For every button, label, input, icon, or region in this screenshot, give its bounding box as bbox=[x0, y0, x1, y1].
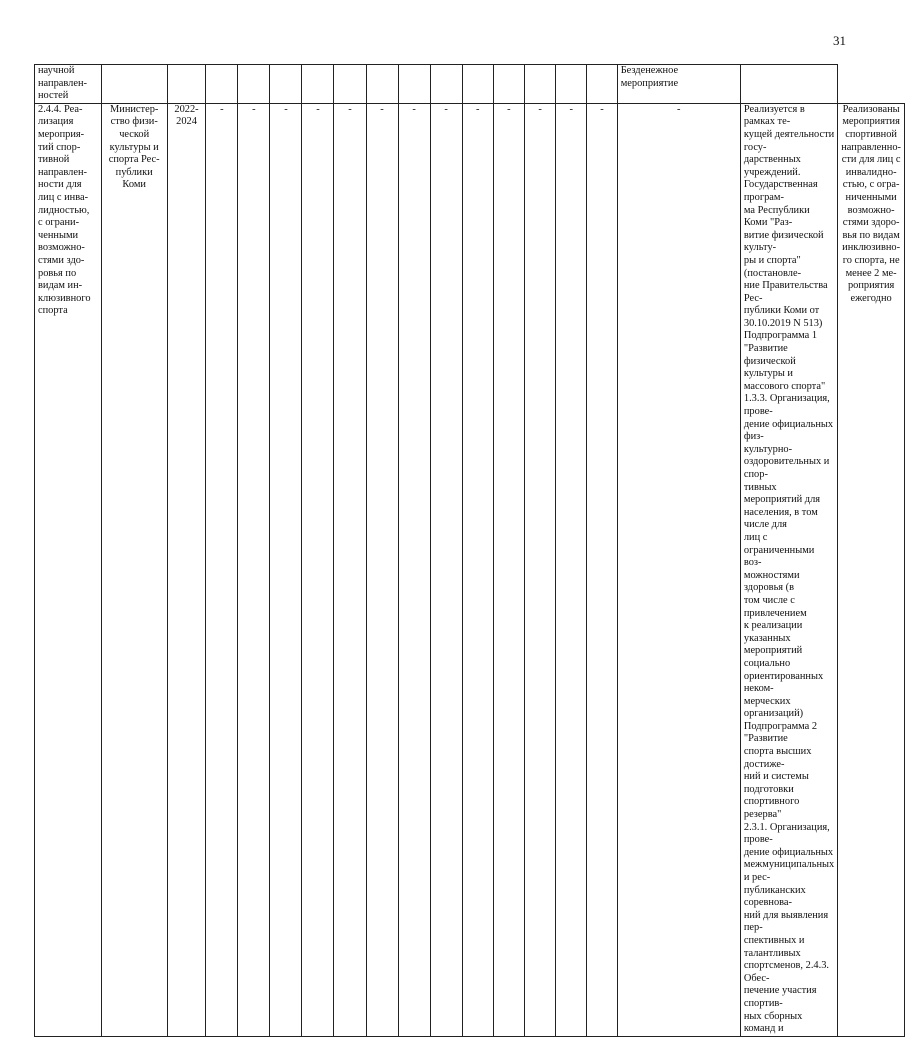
cell-line: сти для лиц с bbox=[841, 154, 901, 166]
cell-line: направлен- bbox=[38, 166, 87, 178]
cell-line: спортивной bbox=[845, 128, 897, 140]
cell-line: массового спорта" bbox=[743, 380, 826, 392]
cell-line: 2024 bbox=[176, 116, 197, 128]
funding-cell: - bbox=[334, 103, 366, 1036]
funding-cell: - bbox=[270, 103, 302, 1036]
cell-line: дение официальных bbox=[743, 846, 834, 858]
cell-line: Реализуется в рамках те- bbox=[743, 103, 805, 128]
cell-line: возможно- bbox=[847, 204, 895, 216]
cell-line: ченными bbox=[38, 229, 79, 241]
cell-line: спортивного резерва" bbox=[743, 796, 800, 821]
empty-cell bbox=[587, 65, 617, 104]
cell-line: оздоровительных и спор- bbox=[743, 456, 830, 480]
funding-cell: - bbox=[206, 103, 238, 1036]
measure-name-cell bbox=[35, 103, 102, 1036]
cell-line: витие физической культу- bbox=[743, 229, 824, 254]
cell-line: Государственная програм- bbox=[743, 179, 818, 203]
empty-cell bbox=[238, 65, 270, 104]
cell-line: дарственных учреждений. bbox=[743, 154, 801, 178]
table-row bbox=[35, 65, 905, 104]
cell-line: менее 2 ме- bbox=[845, 267, 897, 279]
measure-name-cell bbox=[35, 65, 102, 104]
cell-line: ежегодно bbox=[850, 292, 892, 304]
cell-line: ческой bbox=[119, 128, 150, 140]
empty-cell bbox=[493, 65, 524, 104]
cell-line: 2022- bbox=[174, 103, 199, 115]
empty-cell bbox=[740, 65, 837, 104]
empty-cell bbox=[167, 65, 206, 104]
cell-line: ности для bbox=[38, 179, 82, 191]
empty-cell bbox=[101, 65, 167, 104]
cell-line: ных сборных команд и bbox=[743, 1010, 803, 1035]
cell-line: инвалидно- bbox=[845, 166, 897, 178]
cell-line: ориентированных неком- bbox=[743, 670, 824, 695]
cell-line: 30.10.2019 N 513) bbox=[743, 317, 823, 329]
cell-line: стями здо- bbox=[38, 254, 85, 266]
cell-line: культурно- bbox=[743, 443, 793, 455]
expected-result-cell bbox=[838, 103, 905, 1036]
cell-line: ровья по bbox=[38, 267, 77, 279]
cell-line: Подпрограмма 1 "Развитие bbox=[743, 330, 818, 355]
cell-line: ство физи- bbox=[110, 116, 158, 128]
cell-line: ний для выявления пер- bbox=[743, 909, 829, 934]
cell-line: дение официальных физ- bbox=[743, 418, 834, 443]
cell-line: 2.4.4. Реа- bbox=[38, 103, 83, 115]
executor-cell bbox=[101, 103, 167, 1036]
funding-note-cell: Безденежное мероприятие bbox=[617, 65, 740, 104]
empty-cell bbox=[366, 65, 398, 104]
cell-line: вья по видам bbox=[842, 229, 900, 241]
cell-line: лиц с инва- bbox=[38, 191, 89, 203]
funding-cell: - bbox=[556, 103, 587, 1036]
cell-line: к реализации указанных bbox=[743, 620, 803, 644]
cell-line: межмуниципальных и рес- bbox=[743, 859, 835, 883]
empty-cell bbox=[206, 65, 238, 104]
cell-line: спорта bbox=[38, 305, 68, 317]
empty-cell bbox=[430, 65, 462, 104]
cell-line: том числе с привлечением bbox=[743, 594, 807, 619]
cell-line: инклюзивно- bbox=[842, 242, 901, 254]
cell-line: роприятия bbox=[847, 280, 895, 292]
cell-line: тивной bbox=[38, 154, 70, 166]
cell-line: ний и системы подготовки bbox=[743, 771, 809, 795]
funding-cell: - bbox=[398, 103, 430, 1036]
funding-cell: - bbox=[524, 103, 555, 1036]
cell-line: спорта Рес- bbox=[108, 154, 160, 166]
cell-line: мерческих организаций) bbox=[743, 695, 804, 720]
funding-cell: - bbox=[587, 103, 617, 1036]
table-row bbox=[35, 103, 905, 1036]
cell-line: печение участия спортив- bbox=[743, 985, 817, 1009]
empty-cell bbox=[398, 65, 430, 104]
cell-line: ма Республики Коми "Раз- bbox=[743, 204, 810, 229]
cell-line: публиканских соревнова- bbox=[743, 884, 806, 909]
cell-line: направленно- bbox=[841, 141, 901, 153]
cell-line: можностями здоровья (в bbox=[743, 569, 800, 594]
cell-line: спективных и талантливых bbox=[743, 934, 805, 959]
funding-cell: - bbox=[366, 103, 398, 1036]
measures-table bbox=[34, 64, 905, 1037]
cell-line: кущей деятельности госу- bbox=[743, 128, 835, 153]
funding-cell: - bbox=[430, 103, 462, 1036]
cell-line: ры и спорта" (постановле- bbox=[743, 254, 802, 279]
cell-line: лидностью, bbox=[38, 204, 90, 216]
cell-line: ностей bbox=[38, 90, 69, 102]
cell-line: населения, в том числе для bbox=[743, 506, 818, 531]
empty-cell bbox=[334, 65, 366, 104]
program-reference-cell bbox=[740, 103, 837, 1036]
period-cell bbox=[167, 103, 206, 1036]
funding-cell: - bbox=[617, 103, 740, 1036]
cell-line: клюзивного bbox=[38, 292, 91, 304]
cell-line: мероприятий социально bbox=[743, 645, 803, 669]
cell-line: Министер- bbox=[110, 103, 159, 115]
cell-line: научной bbox=[38, 65, 75, 76]
cell-line: видам ин- bbox=[38, 280, 83, 292]
funding-cell: - bbox=[238, 103, 270, 1036]
cell-line: лиц с ограниченными воз- bbox=[743, 531, 815, 569]
cell-line: с ограни- bbox=[38, 217, 80, 229]
cell-line: Подпрограмма 2 "Развитие bbox=[743, 720, 818, 745]
empty-cell bbox=[302, 65, 334, 104]
funding-cell: - bbox=[493, 103, 524, 1036]
empty-cell bbox=[462, 65, 493, 104]
empty-cell bbox=[524, 65, 555, 104]
empty-cell bbox=[556, 65, 587, 104]
cell-line: стью, с огра- bbox=[842, 179, 900, 191]
cell-line: Реализованы bbox=[842, 103, 900, 115]
empty-cell bbox=[270, 65, 302, 104]
funding-cell: - bbox=[302, 103, 334, 1036]
cell-line: 1.3.3. Организация, прове- bbox=[743, 393, 830, 418]
cell-line: направлен- bbox=[38, 77, 87, 89]
cell-line: го спорта, не bbox=[842, 254, 900, 266]
cell-line: культуры и bbox=[109, 141, 159, 153]
cell-line: публики Коми от bbox=[743, 305, 820, 317]
cell-line: стями здоро- bbox=[842, 217, 900, 229]
cell-line: 2.3.1. Организация, прове- bbox=[743, 821, 830, 846]
cell-line: лизация bbox=[38, 116, 74, 128]
cell-line: мероприятия bbox=[842, 116, 900, 128]
cell-line: тивных мероприятий для bbox=[743, 481, 821, 506]
cell-line: ниченными bbox=[845, 191, 897, 203]
page-number: 31 bbox=[833, 33, 846, 48]
funding-cell: - bbox=[462, 103, 493, 1036]
cell-line: физической культуры и bbox=[743, 355, 796, 380]
cell-line: Коми bbox=[122, 179, 146, 191]
cell-line: спортсменов, 2.4.3. Обес- bbox=[743, 960, 830, 984]
cell-line: возможно- bbox=[38, 242, 85, 254]
cell-line: мероприя- bbox=[38, 128, 85, 140]
cell-line: ние Правительства Рес- bbox=[743, 280, 828, 304]
cell-line: тий спор- bbox=[38, 141, 81, 153]
cell-line: спорта высших достиже- bbox=[743, 746, 812, 770]
cell-line: публики bbox=[115, 166, 153, 178]
